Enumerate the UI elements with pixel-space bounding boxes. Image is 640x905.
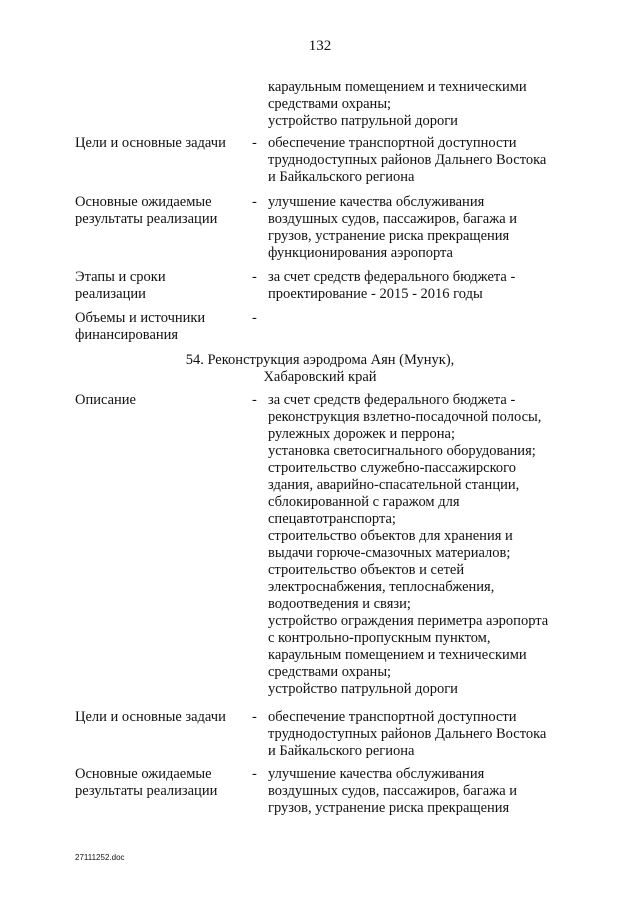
funding-dash: - bbox=[252, 310, 257, 326]
goals-label-b: Цели и основные задачи bbox=[75, 709, 226, 725]
results-value: улучшение качества обслуживания воздушных судов, пассажиров, багажа и грузов, устранение риска прекращения функционирования аэропорта bbox=[268, 194, 518, 261]
description-dash: - bbox=[252, 392, 257, 408]
goals-value: обеспечение транспортной доступности труднодоступных районов Дальнего Востока и Байкальского региона bbox=[268, 135, 547, 185]
goals-dash: - bbox=[252, 135, 257, 151]
page-number: 132 bbox=[308, 38, 332, 54]
description-label: Описание bbox=[75, 392, 136, 408]
stages-dash: - bbox=[252, 269, 257, 285]
goals-label: Цели и основные задачи bbox=[75, 135, 226, 151]
goals-value-b: обеспечение транспортной доступности труднодоступных районов Дальнего Востока и Байкальского региона bbox=[268, 709, 547, 759]
footer-filename: 27111252.doc bbox=[75, 853, 125, 862]
continuation-text: караульным помещением и техническими средствами охраны; устройство патрульной дороги bbox=[268, 79, 527, 129]
results-label-b: Основные ожидаемые результаты реализации bbox=[75, 766, 218, 799]
results-label: Основные ожидаемые результаты реализации bbox=[75, 194, 218, 227]
description-value: за счет средств федерального бюджета - реконструкция взлетно-посадочной полосы, рулежных дорожек и перрона; установка светосигнального оборудования; строительство служебно-пассажирского здания, аварийно-спасательной станции, сблокированной с гаражом для спецавтотранспорта; строительство объектов для хранения и выдачи горюче-смазочных материалов; строительство объектов и сетей электроснабжения, теплоснабжения, водоотведения и связи; устройство ограждения периметра аэропорта с контрольно-пропускным пунктом, караульным помещением и техническими средствами охраны; устройство патрульной дороги bbox=[268, 392, 549, 697]
section-title: 54. Реконструкция аэродрома Аян (Мунук), Хабаровский край bbox=[185, 352, 455, 385]
funding-label: Объемы и источники финансирования bbox=[75, 310, 206, 343]
results-dash: - bbox=[252, 194, 257, 210]
stages-label: Этапы и сроки реализации bbox=[75, 269, 166, 302]
goals-dash-b: - bbox=[252, 709, 257, 725]
stages-value: за счет средств федерального бюджета - проектирование - 2015 - 2016 годы bbox=[268, 269, 516, 302]
results-value-b: улучшение качества обслуживания воздушных судов, пассажиров, багажа и грузов, устранение риска прекращения bbox=[268, 766, 518, 816]
results-dash-b: - bbox=[252, 766, 257, 782]
